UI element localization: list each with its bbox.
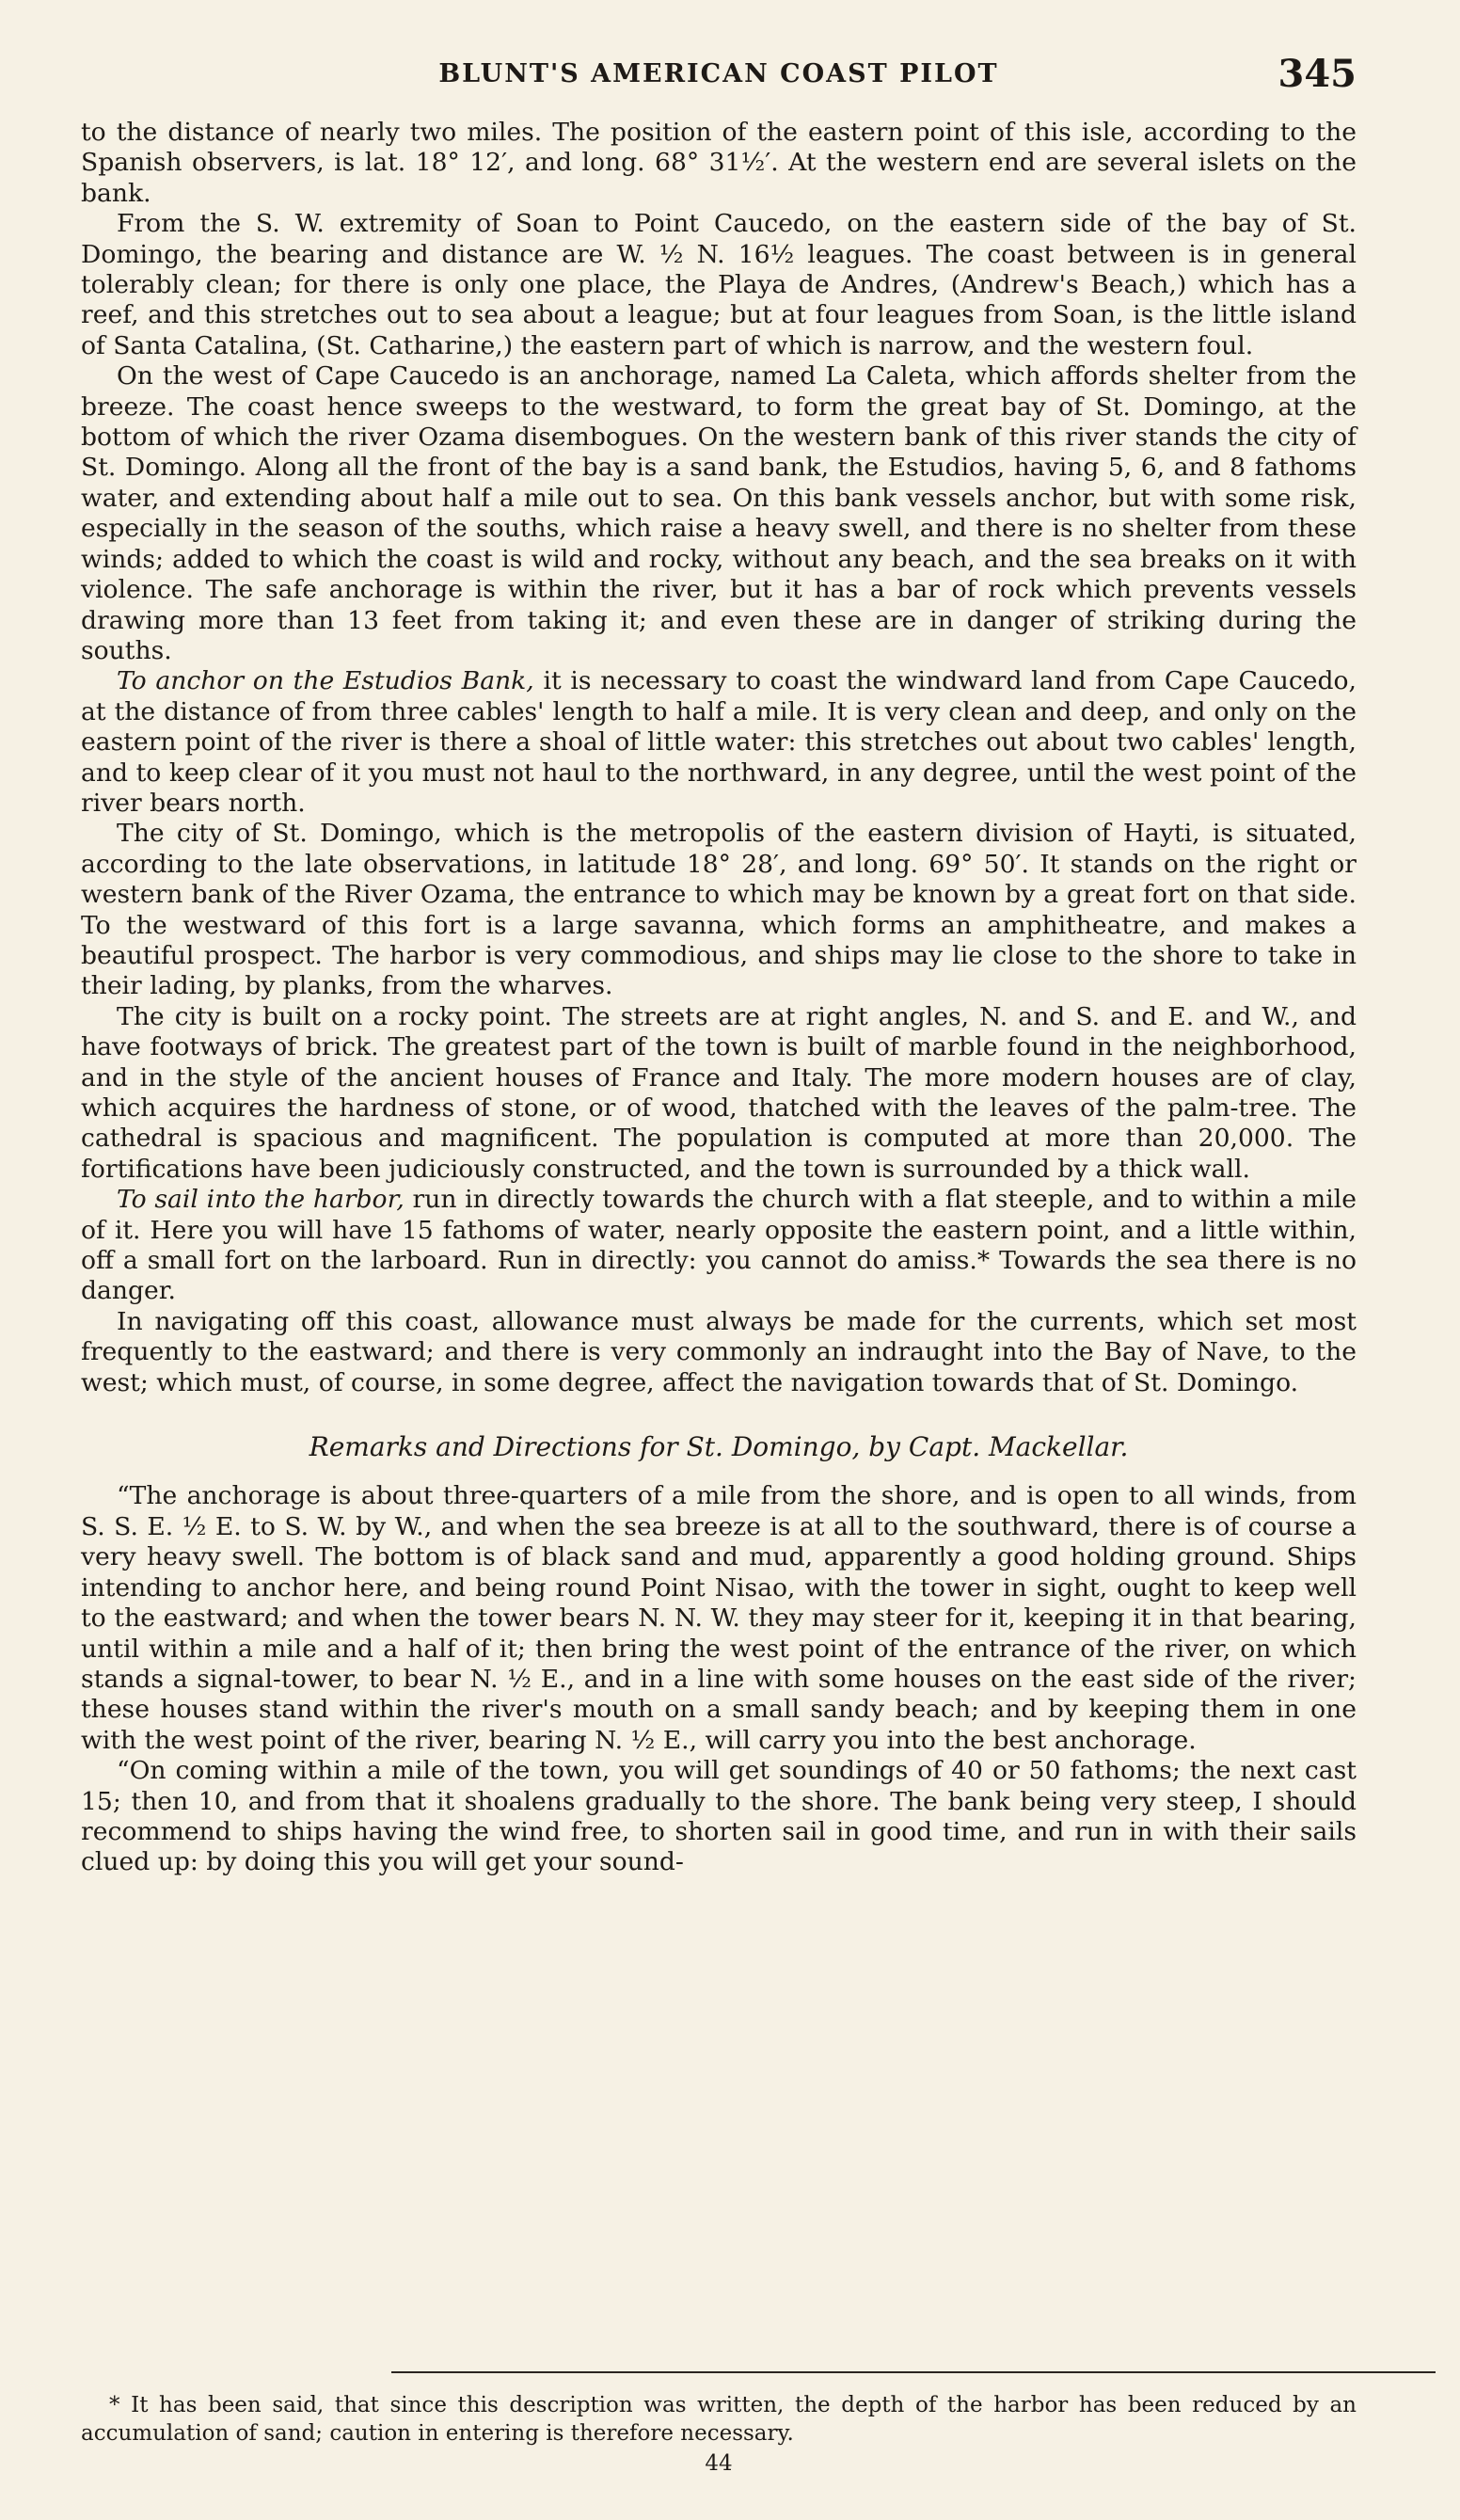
- paragraph-7: [81, 1185, 1357, 1307]
- main-text: [81, 118, 1357, 1878]
- paragraph-7-text: run in directly towards the church with a flat steeple, and to within a mile of it. Here you will have 15 fathoms of water, nearly opposite the eastern point, and a little within, off a small fort on the larboard. Run in directly: you cannot do amiss.* Towards the sea there is no danger.: [81, 1185, 1357, 1306]
- quote-paragraph-1: “The anchorage is about three-quarters of a mile from the shore, and is open to all winds, from S. S. E. ½ E. to S. W. by W., and when the sea breeze is at all to the southward, there is of course a very heavy swell. The bottom is of black sand and mud, apparently a good holding ground. Ships intending to anchor here, and being round Point Nisao, with the tower in sight, ought to keep well to the eastward; and when the tower bears N. N. W. they may steer for it, keeping it in that bearing, until within a mile and a half of it; then bring the west point of the entrance of the river, on which stands a signal-tower, to bear N. ½ E., and in a line with some houses on the east side of the river; these houses stand within the river's mouth on a small sandy beach; and by keeping them in one with the west point of the river, bearing N. ½ E., will carry you into the best anchorage.: [81, 1481, 1357, 1755]
- running-title: BLUNT'S AMERICAN COAST PILOT: [438, 59, 999, 88]
- paragraph-4-italic-lead: To anchor on the Estudios Bank,: [117, 666, 534, 696]
- paragraph-5: The city of St. Domingo, which is the metropolis of the eastern division of Hayti, is situated, according to the late observations, in latitude 18° 28′, and long. 69° 50′. It stands on the right or western bank of the River Ozama, the entrance to which may be known by a great fort on that side. To the westward of this fort is a large savanna, which forms an amphitheatre, and makes a beautiful prospect. The harbor is very commodious, and ships may lie close to the shore to take in their lading, by planks, from the wharves.: [81, 819, 1357, 1001]
- page-number: 345: [1278, 52, 1357, 96]
- paragraph-8: In navigating off this coast, allowance must always be made for the currents, which set most frequently to the eastward; and there is very commonly an indraught into the Bay of Nave, to the west; which must, of course, in some degree, affect the navigation towards that of St. Domingo.: [81, 1306, 1357, 1397]
- section-heading: Remarks and Directions for St. Domingo, by Capt. Mackellar.: [309, 1431, 1129, 1463]
- footnote-divider: [391, 2371, 1436, 2373]
- signature-mark: 44: [705, 2451, 733, 2476]
- paragraph-7-italic-lead: To sail into the harbor,: [117, 1185, 405, 1215]
- paragraph-2: From the S. W. extremity of Soan to Point Caucedo, on the eastern side of the bay of St. Domingo, the bearing and distance are W. ½ N. 16½ leagues. The coast between is in general tolerably clean; for there is only one place, the Playa de Andres, (Andrew's Beach,) which has a reef, and this stretches out to sea about a league; but at four leagues from Soan, is the little island of Santa Catalina, (St. Catharine,) the eastern part of which is narrow, and the western foul.: [81, 209, 1357, 360]
- quote-paragraph-2: “On coming within a mile of the town, you will get soundings of 40 or 50 fathoms; the next cast 15; then 10, and from that it shoalens gradually to the shore. The bank being very steep, I should recommend to ships having the wind free, to shorten sail in good time, and run in with their sails clued up: by doing this you will get your sound-: [81, 1756, 1357, 1877]
- paragraph-4-lead-text: it is necessary to coast the windward land from Cape Caucedo, at the distance of from three cables' length to half a mile. It is very clean and deep, and only on: [81, 666, 1357, 726]
- footnote: * It has been said, that since this description was written, the depth of the harbor has been reduced by an accumulation of sand; caution in entering is therefore necessary.: [81, 2393, 1357, 2446]
- paragraph-6: The city is built on a rocky point. The streets are at right angles, N. and S. and E. and W., and have footways of brick. The greatest part of the town is built of marble found in the neighborhood, and in the style of the ancient houses of France and Italy. The more modern houses are of clay, which acquires the hardness of stone, or of wood, thatched with the leaves of the palm-tree. The cathedral is spacious and magnificent. The population is computed at more than 20,000. The fortifications have been judiciously constructed, and the town is surrounded by a thick wall.: [81, 1001, 1357, 1184]
- page-header: [81, 52, 1357, 108]
- paragraph-3: On the west of Cape Caucedo is an anchorage, named La Caleta, which affords shelter from the breeze. The coast hence sweeps to the westward, to form the great bay of St. Domingo, at the bottom of which the river Ozama disembogues. On the western bank of this river stands the city of St. Domingo. Along all the front of the bay is a sand bank, the Estudios, having 5, 6, and 8 fathoms water, and extending about half a mile out to sea. On this bank vessels anchor, but with some risk, especially in the season of the souths, which raise a heavy swell, and there is no shelter from these winds; added to which the coast is wild and rocky, without any beach, and the sea breaks on it with violence. The safe anchorage is within the river, but it has a bar of rock which prevents vessels drawing more than 13 feet from taking it; and even these are in danger of striking during the souths.: [81, 361, 1357, 665]
- book-page: [81, 52, 1357, 2489]
- paragraph-4: [81, 666, 1357, 819]
- paragraph-1: to the distance of nearly two miles. The position of the eastern point of this isle, according to the Spanish observers, is lat. 18° 12′, and long. 68° 31½′. At the western end are several islets on the bank.: [81, 118, 1357, 208]
- paragraph-4-text: the eastern point of the river is there a shoal of little water: this stretches out about two cables' length, and to keep clear of it you must not haul to the northward, in any degree, until the west point of the river bears north.: [81, 696, 1357, 818]
